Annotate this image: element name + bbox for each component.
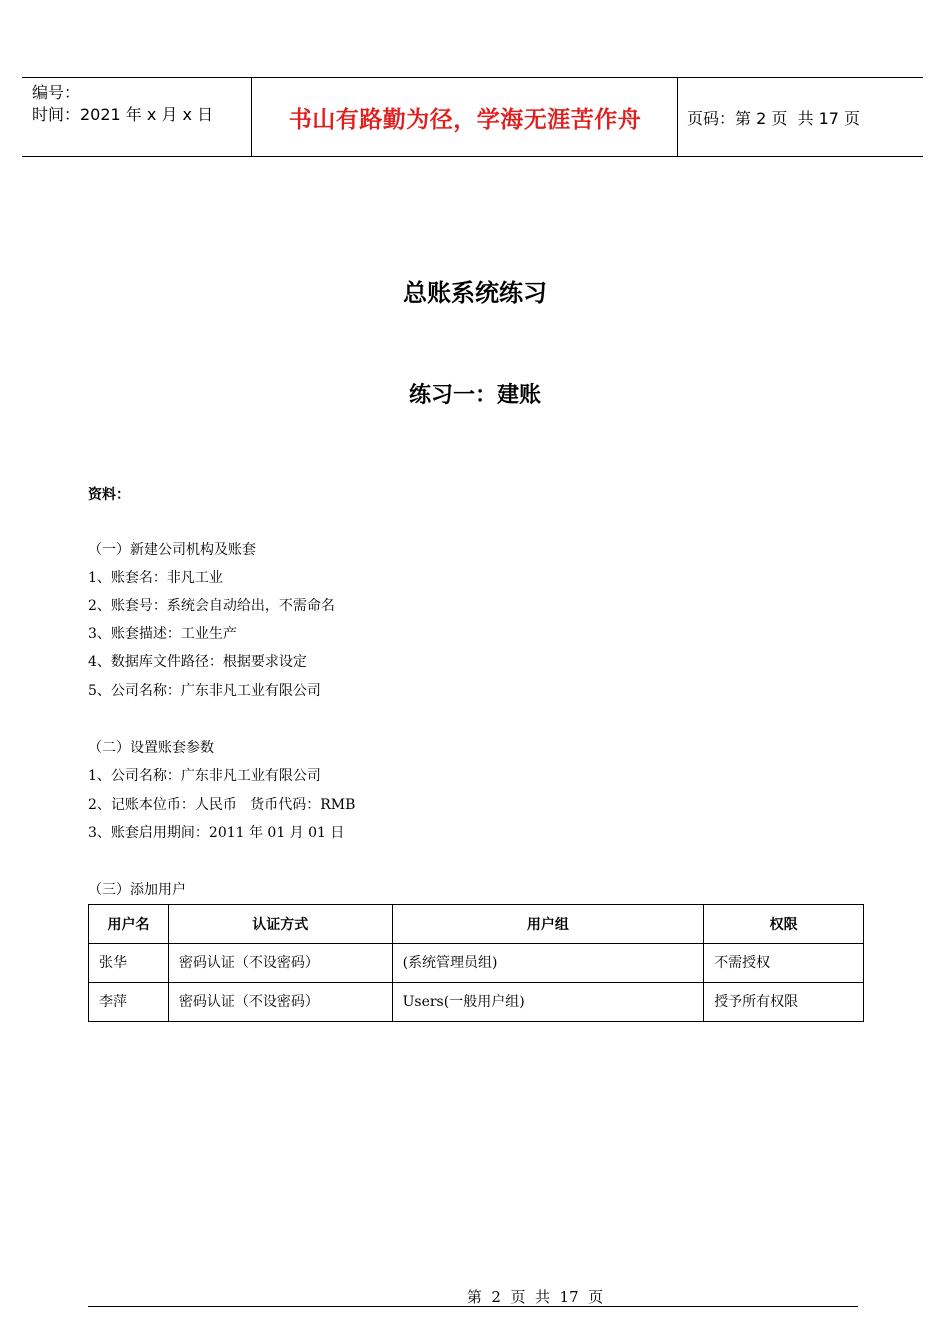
cell-permission: 不需授权 <box>704 944 864 983</box>
footer-page-number: 第 2 页 共 17 页 <box>466 1288 604 1306</box>
table-row <box>89 983 864 1022</box>
document-title: 总账系统练习 <box>403 279 547 307</box>
header-page-info-text: 页码：第 2 页 共 17 页 <box>687 108 861 128</box>
materials-label: 资料： <box>88 487 130 503</box>
section1-item: 4、数据库文件路径：根据要求设定 <box>88 654 307 670</box>
exercise-title: 练习一：建账 <box>408 383 541 408</box>
footer-rule <box>88 1306 858 1307</box>
header-divider-right <box>677 78 678 156</box>
section1-item: 5、公司名称：广东非凡工业有限公司 <box>88 683 321 699</box>
table-header-row <box>89 905 864 944</box>
cell-permission: 授予所有权限 <box>704 983 864 1022</box>
cell-user-group: (系统管理员组) <box>392 944 704 983</box>
cell-auth-method: 密码认证（不设密码） <box>168 983 392 1022</box>
header-time-label: 时间：2021 年 x 月 x 日 <box>32 105 214 124</box>
section2-item: 2、记账本位币：人民币 货币代码：RMB <box>88 797 356 813</box>
cell-auth-method: 密码认证（不设密码） <box>168 944 392 983</box>
column-header-permission: 权限 <box>704 905 864 944</box>
column-header-user-group: 用户组 <box>392 905 704 944</box>
section2-item: 1、公司名称：广东非凡工业有限公司 <box>88 768 321 784</box>
section1-item: 3、账套描述：工业生产 <box>88 626 237 642</box>
header-number-label: 编号： <box>32 83 81 102</box>
section3-heading: （三）添加用户 <box>88 882 186 898</box>
section1-heading: （一）新建公司机构及账套 <box>88 542 256 558</box>
users-table <box>88 904 864 1022</box>
header-motto: 书山有路勤为径，学海无涯苦作舟 <box>288 106 642 133</box>
cell-user-group: Users(一般用户组) <box>392 983 704 1022</box>
cell-username: 李萍 <box>89 983 169 1022</box>
section2-heading: （二）设置账套参数 <box>88 740 214 756</box>
cell-username: 张华 <box>89 944 169 983</box>
page-header <box>22 77 923 157</box>
column-header-username: 用户名 <box>89 905 169 944</box>
table-row <box>89 944 864 983</box>
column-header-auth-method: 认证方式 <box>168 905 392 944</box>
section1-item: 1、账套名：非凡工业 <box>88 570 223 586</box>
header-meta <box>32 82 213 126</box>
section2-item: 3、账套启用期间：2011 年 01 月 01 日 <box>88 825 345 841</box>
page-footer <box>0 1286 950 1307</box>
header-page-info <box>687 78 860 156</box>
section1-item: 2、账套号：系统会自动给出，不需命名 <box>88 598 335 614</box>
